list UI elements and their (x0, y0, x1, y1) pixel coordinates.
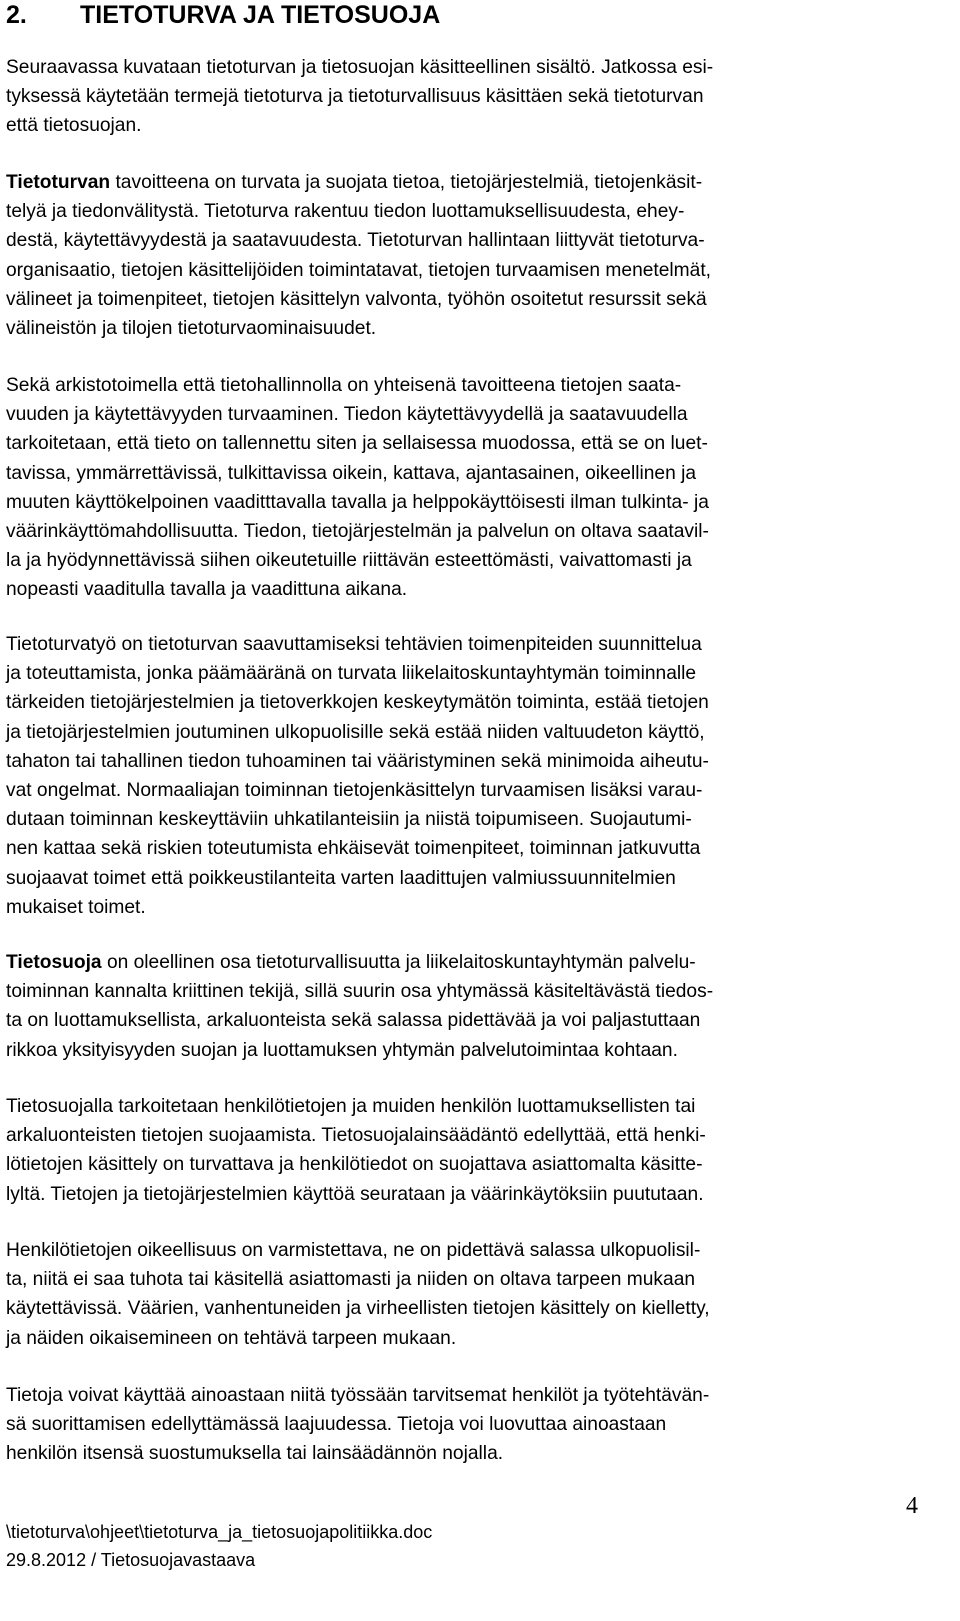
paragraph-line: välineet ja toimenpiteet, tietojen käsittelyn valvonta, työhön osoitetut resurssit sekä (6, 288, 707, 310)
paragraph-line: tyksessä käytetään termejä tietoturva ja tietoturvallisuus käsittäen sekä tietoturvan (6, 86, 704, 108)
page-footer (6, 1518, 432, 1574)
paragraph-line: dutaan toiminnan keskeyttäviin uhkatilanteisiin ja niistä toipumiseen. Suojautumi- (6, 809, 692, 831)
section-heading (6, 0, 440, 30)
paragraph-line: väärinkäyttömahdollisuutta. Tiedon, tietojärjestelmän ja palvelun on oltava saatavil- (6, 521, 709, 543)
section-number: 2. (6, 1, 27, 29)
paragraph-tietoturva (6, 168, 711, 343)
paragraph-line: Sekä arkistotoimella että tietohallinnolla on yhteisenä tavoitteena tietojen saata- (6, 375, 682, 396)
section-title: TIETOTURVA JA TIETOSUOJA (80, 1, 441, 29)
paragraph-line: Tietosuojalla tarkoitetaan henkilötietojen ja muiden henkilön luottamuksellisten tai (6, 1096, 696, 1117)
paragraph-line: vat ongelmat. Normaaliajan toiminnan tietojenkäsittelyn turvaamisen lisäksi varau- (6, 780, 703, 802)
bold-term: Tietosuoja (6, 952, 102, 973)
paragraph-line: mukaiset toimet. (6, 896, 146, 918)
paragraph-tietoturvatyo (6, 630, 709, 922)
paragraph-line: tahaton tai tahallinen tiedon tuhoaminen tai vääristyminen sekä minimoida aiheutu- (6, 750, 709, 772)
paragraph-line: organisaatio, tietojen käsittelijöiden toimintatavat, tietojen turvaamisen menetelmät, (6, 259, 711, 281)
paragraph-line: destä, käytettävyydestä ja saatavuudesta. Tietoturvan hallintaan liittyvät tietoturva- (6, 230, 705, 252)
paragraph-tietosuoja (6, 948, 713, 1065)
paragraph-line: Henkilötietojen oikeellisuus on varmistettava, ne on pidettävä salassa ulkopuolisil- (6, 1240, 701, 1261)
paragraph-line: ja näiden oikaisemineen on tehtävä tarpeen mukaan. (6, 1327, 457, 1349)
footer-date-author: 29.8.2012 / Tietosuojavastaava (6, 1550, 256, 1570)
paragraph-line: Tietoturvan tavoitteena on turvata ja suojata tietoa, tietojärjestelmiä, tietojenkäsit- (6, 172, 703, 193)
paragraph-line: ta on luottamuksellista, arkaluonteista sekä salassa pidettävää ja voi paljastuttaan (6, 1010, 701, 1032)
paragraph-line: Seuraavassa kuvataan tietoturvan ja tietosuojan käsitteellinen sisältö. Jatkossa esi- (6, 57, 714, 78)
paragraph-line: nen kattaa sekä riskien toteutumista ehkäisevät toimenpiteet, toiminnan jatkuvutta (6, 838, 701, 860)
paragraph-line: muuten käyttökelpoinen vaaditttavalla tavalla ja helppokäyttöisesti ilman tulkinta- ja (6, 491, 709, 513)
bold-term: Tietoturvan (6, 172, 111, 193)
paragraph-line: nopeasti vaaditulla tavalla ja vaadittuna aikana. (6, 579, 408, 601)
paragraph-line: suojaavat toimet että poikkeustilanteita varten laadittujen valmiussuunnitelmien (6, 867, 676, 889)
paragraph-oikeellisuus (6, 1236, 710, 1353)
paragraph-line: Tietosuoja on oleellinen osa tietoturvallisuutta ja liikelaitoskuntayhtymän palvelu- (6, 952, 696, 973)
paragraph-line: tärkeiden tietojärjestelmien ja tietoverkkojen keskeytymätön toiminta, estää tietojen (6, 692, 709, 714)
paragraph-line: että tietosuojan. (6, 115, 142, 137)
paragraph-line: välineistön ja tilojen tietoturvaominaisuudet. (6, 318, 377, 340)
paragraph-line: Tietoja voivat käyttää ainoastaan niitä työssään tarvitsemat henkilöt ja työtehtävän- (6, 1385, 710, 1406)
paragraph-line: lötietojen käsittely on turvattava ja henkilötiedot on suojattava asiattomalta käsitte- (6, 1154, 703, 1176)
paragraph-henkilotiedot (6, 1092, 706, 1209)
paragraph-line: ja tietojärjestelmien joutuminen ulkopuolisille sekä estää niiden valtuudeton käyttö, (6, 721, 705, 743)
paragraph-intro (6, 53, 713, 141)
paragraph-line: ta, niitä ei saa tuhota tai käsitellä asiattomasti ja niiden on oltava tarpeen mukaan (6, 1269, 696, 1291)
paragraph-line: henkilön itsensä suostumuksella tai lainsäädännön nojalla. (6, 1443, 504, 1465)
footer-file-path: \tietoturva\ohjeet\tietoturva_ja_tietosuojapolitiikka.doc (6, 1522, 433, 1542)
paragraph-line: arkaluonteisten tietojen suojaamista. Tietosuojalainsäädäntö edellyttää, että henki- (6, 1125, 706, 1147)
paragraph-line: vuuden ja käytettävyyden turvaaminen. Tiedon käytettävyydellä ja saatavuudella (6, 404, 688, 426)
paragraph-line: Tietoturvatyö on tietoturvan saavuttamiseksi tehtävien toimenpiteiden suunnittelua (6, 634, 702, 655)
paragraph-line: sä suorittamisen edellyttämässä laajuudessa. Tietoja voi luovuttaa ainoastaan (6, 1414, 667, 1436)
paragraph-kayttooikeus (6, 1381, 709, 1469)
paragraph-line: tarkoitetaan, että tieto on tallennettu siten ja sellaisessa muodossa, että se on luet- (6, 433, 708, 455)
page-number: 4 (906, 1493, 918, 1519)
paragraph-line: lyltä. Tietojen ja tietojärjestelmien käyttöä seurataan ja väärinkäytöksiin puututaan. (6, 1183, 704, 1205)
paragraph-line: la ja hyödynnettävissä siihen oikeutetuille riittävän esteettömästi, vaivattomasti ja (6, 550, 692, 572)
paragraph-line: toiminnan kannalta kriittinen tekijä, sillä suurin osa yhtymässä käsiteltävästä tiedos- (6, 981, 714, 1003)
paragraph-line: tavissa, ymmärrettävissä, tulkittavissa oikein, kattava, ajantasainen, oikeellinen ja (6, 462, 697, 484)
paragraph-saatavuus (6, 371, 709, 605)
paragraph-line: rikkoa yksityisyyden suojan ja luottamuksen yhtymän palvelutoimintaa kohtaan. (6, 1039, 678, 1061)
paragraph-line: käytettävissä. Väärien, vanhentuneiden ja virheellisten tietojen käsittely on kielletty, (6, 1298, 710, 1320)
paragraph-line: ja toteuttamista, jonka päämääränä on turvata liikelaitoskuntayhtymän toiminnalle (6, 663, 697, 685)
paragraph-line: telyä ja tiedonvälitystä. Tietoturva rakentuu tiedon luottamuksellisuudesta, ehey- (6, 201, 685, 223)
